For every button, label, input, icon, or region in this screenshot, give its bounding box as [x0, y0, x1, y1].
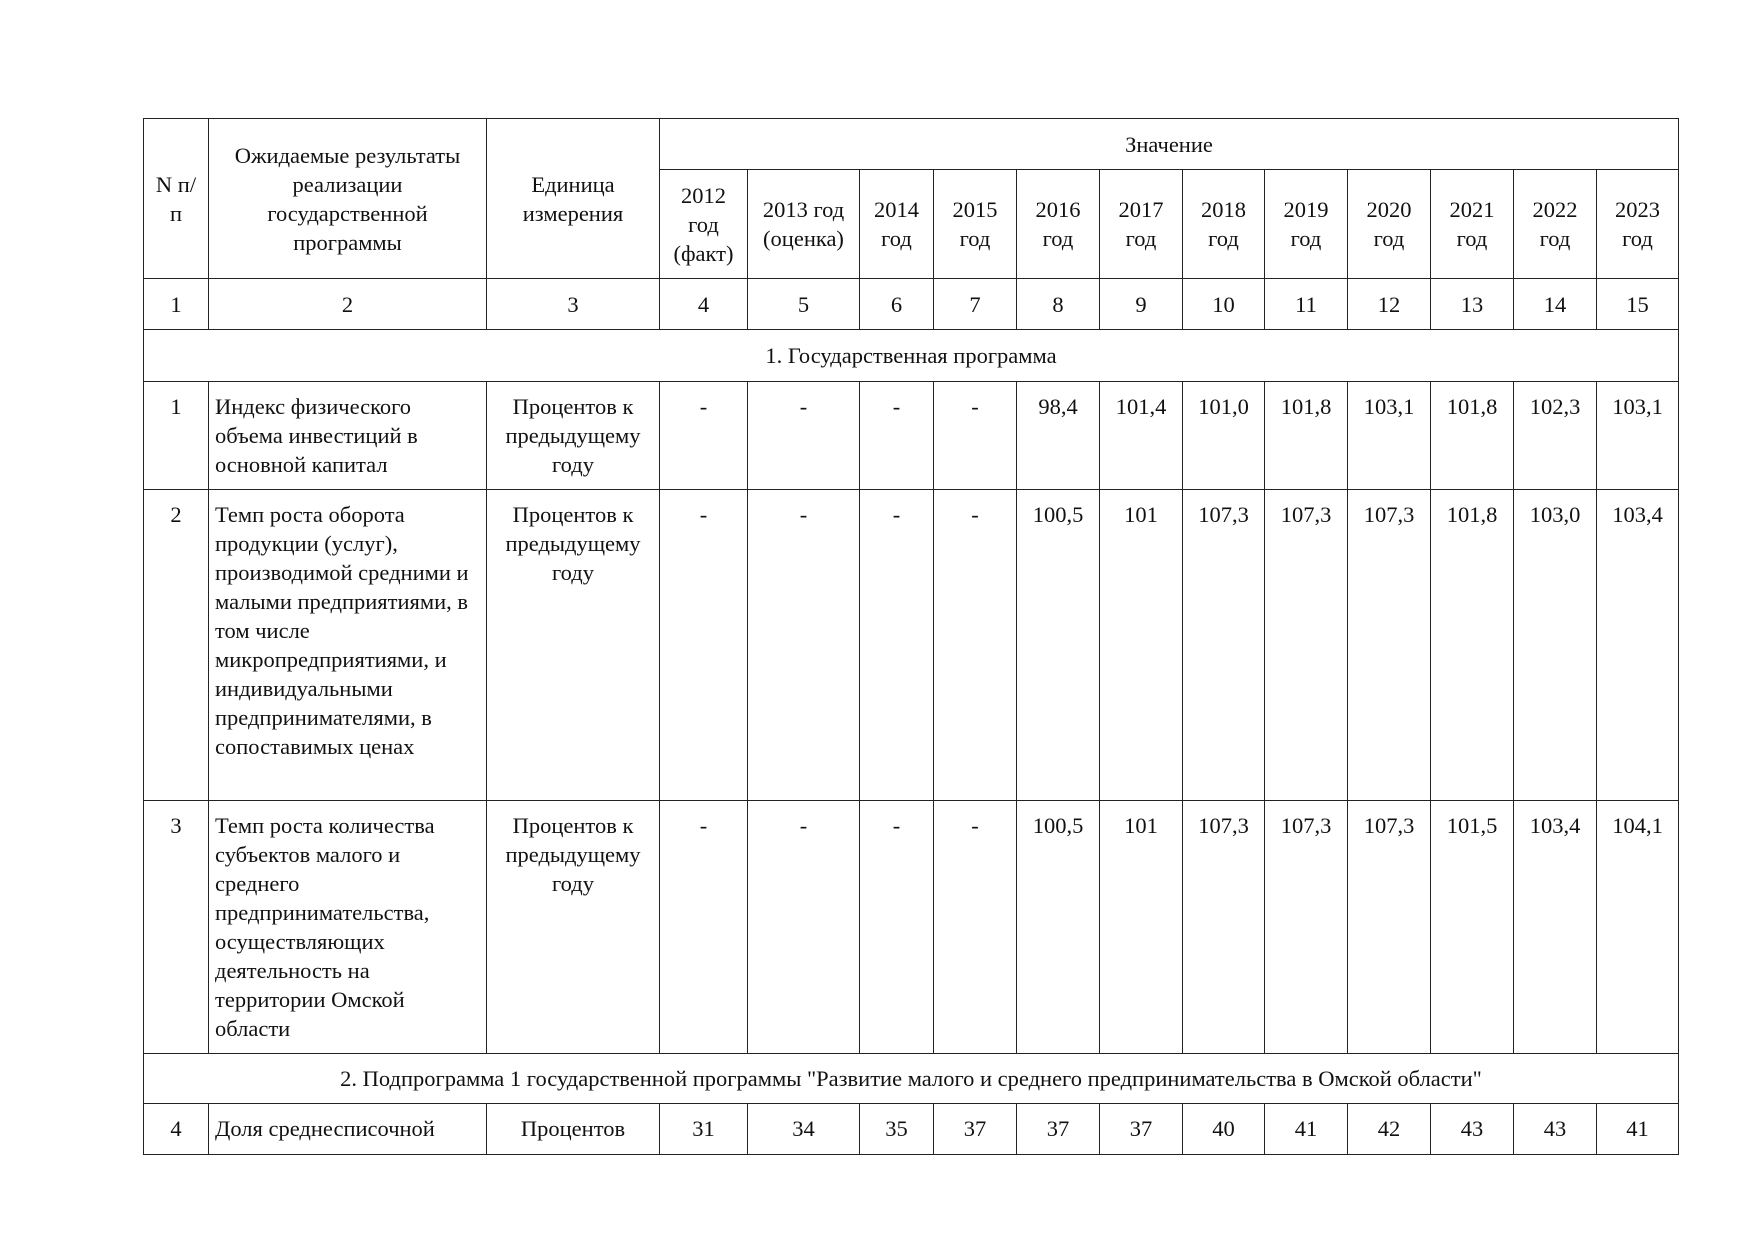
header-year: 2012 год (факт)	[660, 170, 748, 279]
header-year: 2017 год	[1100, 170, 1183, 279]
row-value: 101,8	[1431, 490, 1514, 801]
header-unit: Единица измерения	[487, 119, 660, 279]
row-value: 40	[1183, 1104, 1265, 1155]
table-row	[144, 382, 1679, 490]
header-year: 2019 год	[1265, 170, 1348, 279]
header-year: 2013 год (оценка)	[748, 170, 860, 279]
row-value: -	[934, 801, 1017, 1054]
row-value: 35	[860, 1104, 934, 1155]
header-value: Значение	[660, 119, 1679, 170]
column-number: 8	[1017, 279, 1100, 330]
column-number: 14	[1514, 279, 1597, 330]
header-year: 2020 год	[1348, 170, 1431, 279]
row-value: 107,3	[1183, 801, 1265, 1054]
row-value: 101,8	[1431, 382, 1514, 490]
column-number: 3	[487, 279, 660, 330]
row-name: Темп роста количества субъектов малого и среднего предпринимательства, осуществляющих деятельность на территории Омской области	[209, 801, 487, 1054]
column-number: 7	[934, 279, 1017, 330]
section-title: 2. Подпрограмма 1 государственной программы "Развитие малого и среднего предпринимательства в Омской области"	[144, 1054, 1679, 1104]
row-unit: Процентов к предыдущему году	[487, 801, 660, 1054]
row-value: 107,3	[1183, 490, 1265, 801]
row-value: -	[748, 490, 860, 801]
row-value: 37	[1017, 1104, 1100, 1155]
row-value: 107,3	[1265, 490, 1348, 801]
column-number: 5	[748, 279, 860, 330]
row-value: 103,1	[1597, 382, 1679, 490]
header-year: 2016 год	[1017, 170, 1100, 279]
row-value: 41	[1265, 1104, 1348, 1155]
row-value: 107,3	[1348, 490, 1431, 801]
row-value: 43	[1431, 1104, 1514, 1155]
header-num: N п/п	[144, 119, 209, 279]
row-value: 103,0	[1514, 490, 1597, 801]
header-year: 2023 год	[1597, 170, 1679, 279]
row-value: -	[934, 490, 1017, 801]
row-value: 103,1	[1348, 382, 1431, 490]
column-number: 11	[1265, 279, 1348, 330]
column-number: 4	[660, 279, 748, 330]
row-number: 4	[144, 1104, 209, 1155]
header-year: 2018 год	[1183, 170, 1265, 279]
row-value: 101	[1100, 490, 1183, 801]
column-number: 12	[1348, 279, 1431, 330]
row-name: Индекс физического объема инвестиций в основной капитал	[209, 382, 487, 490]
row-value: 100,5	[1017, 801, 1100, 1054]
row-value: -	[748, 382, 860, 490]
row-value: 34	[748, 1104, 860, 1155]
row-value: 42	[1348, 1104, 1431, 1155]
row-value: 104,1	[1597, 801, 1679, 1054]
table-row	[144, 1104, 1679, 1155]
row-value: 101,5	[1431, 801, 1514, 1054]
row-value: 101	[1100, 801, 1183, 1054]
column-number: 6	[860, 279, 934, 330]
row-value: 103,4	[1597, 490, 1679, 801]
row-value: 43	[1514, 1104, 1597, 1155]
row-value: -	[934, 382, 1017, 490]
column-number: 10	[1183, 279, 1265, 330]
indicators-table	[143, 118, 1679, 1155]
row-value: -	[748, 801, 860, 1054]
row-value: -	[660, 382, 748, 490]
row-value: 103,4	[1514, 801, 1597, 1054]
table-row	[144, 801, 1679, 1054]
row-value: 41	[1597, 1104, 1679, 1155]
row-value: 101,8	[1265, 382, 1348, 490]
row-value: 37	[1100, 1104, 1183, 1155]
header-year: 2014 год	[860, 170, 934, 279]
header-year: 2021 год	[1431, 170, 1514, 279]
row-value: -	[660, 490, 748, 801]
row-value: -	[860, 382, 934, 490]
row-value: 100,5	[1017, 490, 1100, 801]
row-value: 101,0	[1183, 382, 1265, 490]
row-number: 1	[144, 382, 209, 490]
row-value: 37	[934, 1104, 1017, 1155]
row-value: 107,3	[1348, 801, 1431, 1054]
row-value: 98,4	[1017, 382, 1100, 490]
row-name: Темп роста оборота продукции (услуг), производимой средними и малыми предприятиями, в том числе микропредприятиями, и индивидуальными предпринимателями, в сопоставимых ценах	[209, 490, 487, 801]
row-value: 101,4	[1100, 382, 1183, 490]
table-row	[144, 490, 1679, 801]
column-number: 9	[1100, 279, 1183, 330]
row-value: -	[660, 801, 748, 1054]
header-results: Ожидаемые результаты реализации государственной программы	[209, 119, 487, 279]
row-unit: Процентов	[487, 1104, 660, 1155]
column-number: 15	[1597, 279, 1679, 330]
row-value: 31	[660, 1104, 748, 1155]
row-value: 107,3	[1265, 801, 1348, 1054]
row-unit: Процентов к предыдущему году	[487, 382, 660, 490]
row-value: -	[860, 490, 934, 801]
row-number: 2	[144, 490, 209, 801]
row-value: -	[860, 801, 934, 1054]
header-year: 2022 год	[1514, 170, 1597, 279]
row-unit: Процентов к предыдущему году	[487, 490, 660, 801]
row-number: 3	[144, 801, 209, 1054]
header-year: 2015 год	[934, 170, 1017, 279]
column-number: 2	[209, 279, 487, 330]
section-title: 1. Государственная программа	[144, 330, 1679, 382]
row-value: 102,3	[1514, 382, 1597, 490]
column-number: 1	[144, 279, 209, 330]
column-number: 13	[1431, 279, 1514, 330]
row-name: Доля среднесписочной	[209, 1104, 487, 1155]
